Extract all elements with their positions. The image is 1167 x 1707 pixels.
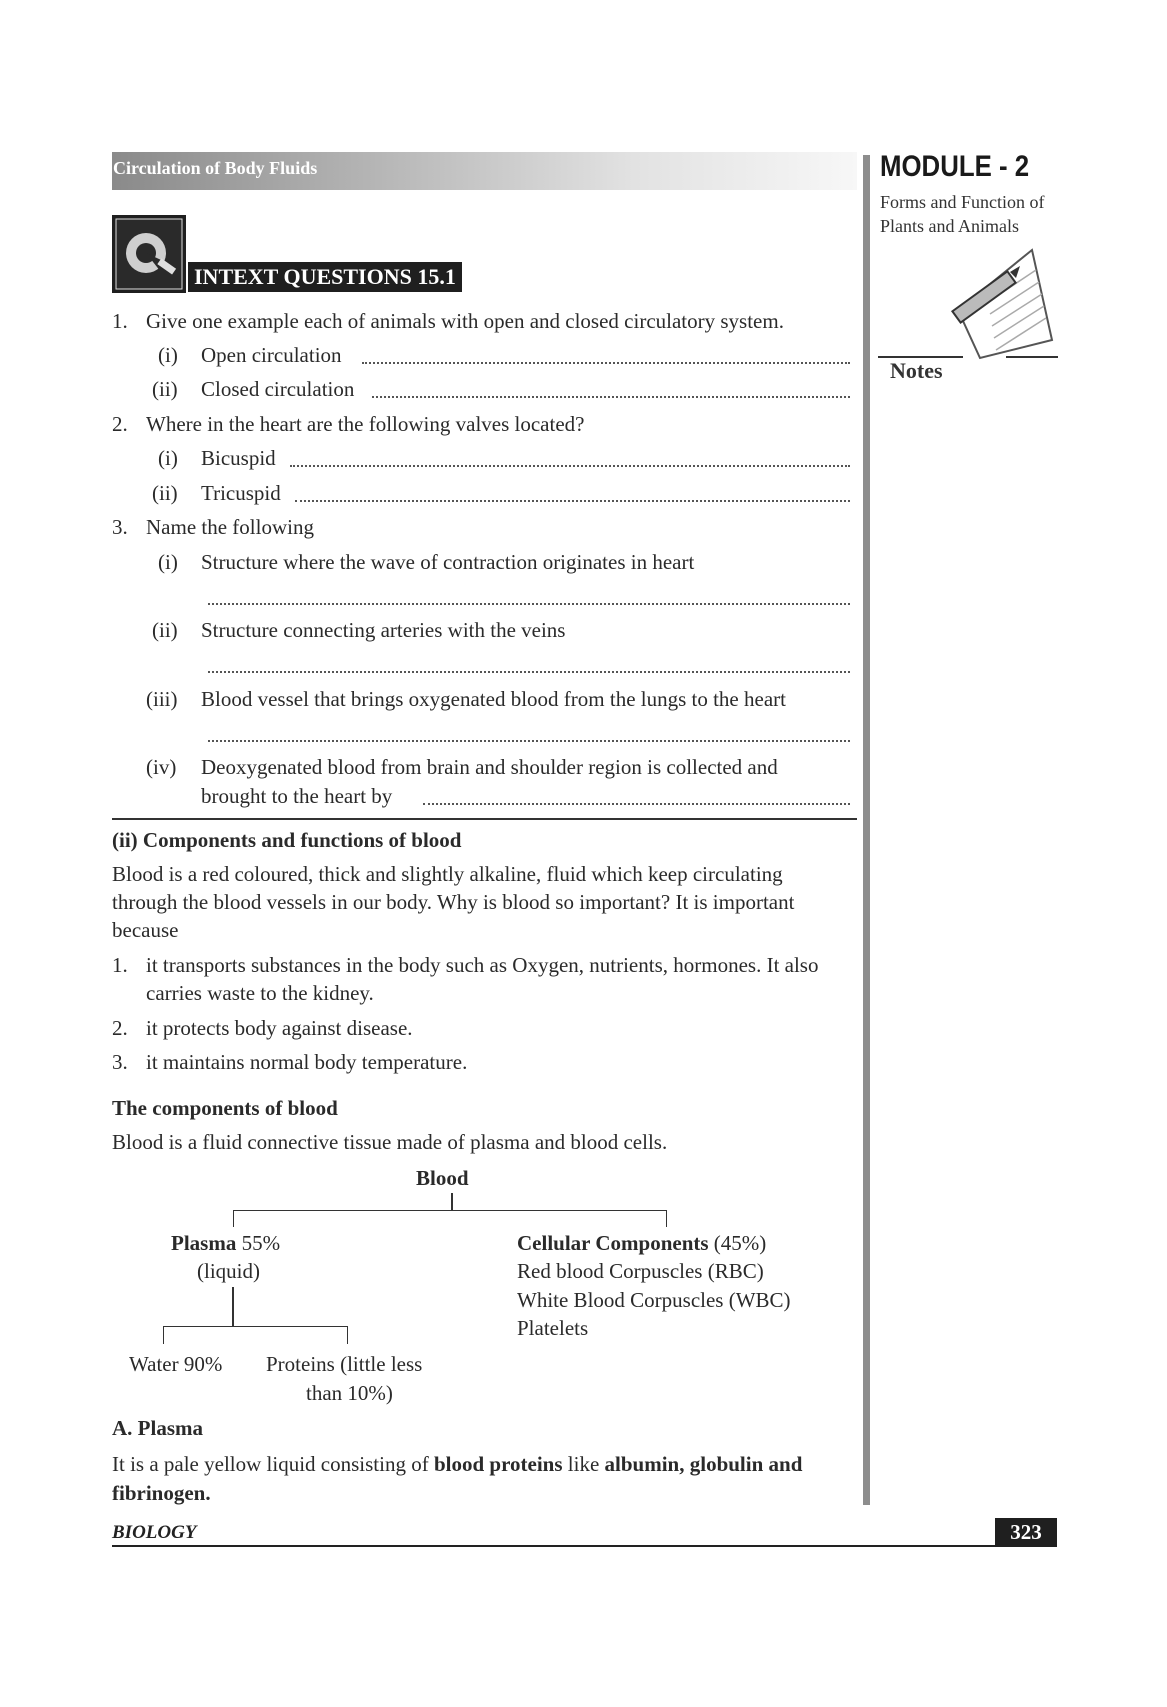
plasma-text-line1 (112, 1450, 802, 1478)
q1-number: 1. (112, 309, 128, 333)
section-para-line1: Blood is a red coloured, thick and slightly alkaline, fluid which keep circulating (112, 862, 783, 886)
list-item-3-line1: it maintains normal body temperature. (146, 1050, 468, 1074)
footer-subject: BIOLOGY (112, 1522, 197, 1543)
plasma-text-a: It is a pale yellow liquid consisting of (112, 1452, 434, 1476)
q1a-answer-line[interactable] (362, 362, 850, 364)
q2a-answer-line[interactable] (290, 465, 850, 467)
tree-proteins-line1: Proteins (little less (266, 1352, 423, 1376)
tree-rbc: Red blood Corpuscles (RBC) (517, 1259, 764, 1283)
q2b-answer-line[interactable] (295, 500, 850, 502)
footer-rule (112, 1545, 997, 1547)
tree-branch-right-drop (666, 1210, 667, 1227)
components-intro: Blood is a fluid connective tissue made of plasma and blood cells. (112, 1130, 668, 1154)
tree-cellular (517, 1229, 766, 1257)
chapter-title: Circulation of Body Fluids (113, 158, 318, 178)
q2-number: 2. (112, 412, 128, 436)
section-heading: (ii) Components and functions of blood (112, 828, 462, 852)
q1a-text: Open circulation (201, 343, 342, 367)
q1b-answer-line[interactable] (372, 396, 850, 398)
list-item-3-number: 3. (112, 1050, 128, 1074)
plasma-text-line2: fibrinogen. (112, 1481, 211, 1505)
intext-icon (112, 215, 186, 293)
tree-root-blood: Blood (416, 1166, 469, 1190)
section-divider (112, 818, 857, 820)
q3b-text: Structure connecting arteries with the veins (201, 618, 566, 642)
components-heading: The components of blood (112, 1096, 338, 1120)
q3b-answer-line[interactable] (208, 671, 850, 673)
q2-text: Where in the heart are the following valves located? (146, 412, 585, 436)
q3d-line1: Deoxygenated blood from brain and shoulder region is collected and (201, 755, 778, 779)
tree-wbc: White Blood Corpuscles (WBC) (517, 1288, 791, 1312)
q1a-number: (i) (158, 343, 178, 367)
plasma-text-blood-proteins: blood proteins (433, 1452, 563, 1476)
q3-number: 3. (112, 515, 128, 539)
q3d-answer-line[interactable] (423, 803, 850, 805)
q3c-answer-line[interactable] (208, 740, 850, 742)
tree-plasma-label: Plasma (171, 1231, 237, 1255)
magnifier-icon (112, 215, 186, 293)
tree-plasma (171, 1229, 280, 1257)
section-para-line2: through the blood vessels in our body. Why is blood so important? It is important (112, 890, 795, 914)
notes-pencil-icon (940, 240, 1060, 370)
module-subtitle (880, 190, 1070, 238)
q1-text: Give one example each of animals with open and closed circulatory system. (146, 309, 784, 333)
plasma-text-proteins-list: albumin, globulin and (604, 1452, 803, 1476)
q3-text: Name the following (146, 515, 314, 539)
tree-plasma-stem (232, 1287, 234, 1327)
tree-proteins-line2: than 10%) (306, 1381, 393, 1405)
list-item-2-line1: it protects body against disease. (146, 1016, 413, 1040)
q1b-number: (ii) (152, 377, 178, 401)
tree-plasma-percent: 55% (236, 1231, 281, 1255)
tree-platelets: Platelets (517, 1316, 589, 1340)
module-subtitle-line1: Forms and Function of (880, 192, 1045, 212)
notes-rule-right (1006, 356, 1058, 358)
list-item-2-number: 2. (112, 1016, 128, 1040)
tree-plasma-branch (163, 1326, 348, 1327)
tree-root-stem (451, 1193, 453, 1211)
plasma-heading: A. Plasma (112, 1416, 203, 1440)
margin-divider (863, 155, 870, 1505)
q3c-text: Blood vessel that brings oxygenated blood from the lungs to the heart (201, 687, 786, 711)
q1b-text: Closed circulation (201, 377, 355, 401)
q3b-number: (ii) (152, 618, 178, 642)
q2b-text: Tricuspid (201, 481, 281, 505)
tree-water: Water 90% (129, 1352, 223, 1376)
list-item-1-line2: carries waste to the kidney. (146, 981, 374, 1005)
tree-branch-left-drop (233, 1210, 234, 1227)
section-para-line3: because (112, 918, 179, 942)
intext-questions-label: INTEXT QUESTIONS 15.1 (188, 262, 462, 292)
module-subtitle-line2: Plants and Animals (880, 216, 1019, 236)
q3a-text: Structure where the wave of contraction originates in heart (201, 550, 695, 574)
q2b-number: (ii) (152, 481, 178, 505)
plasma-text-like: like (562, 1452, 605, 1476)
q3a-answer-line[interactable] (208, 603, 850, 605)
q2a-number: (i) (158, 446, 178, 470)
q3d-line2: brought to the heart by (201, 784, 393, 808)
tree-cellular-label: Cellular Components (517, 1231, 709, 1255)
q3d-number: (iv) (146, 755, 177, 779)
tree-branch-line (233, 1210, 667, 1211)
tree-plasma-right-drop (347, 1326, 348, 1344)
notes-label: Notes (890, 358, 943, 383)
q3c-number: (iii) (146, 687, 178, 711)
module-title: MODULE - 2 (880, 150, 1030, 183)
q3a-number: (i) (158, 550, 178, 574)
tree-cellular-percent: (45%) (708, 1231, 767, 1255)
tree-plasma-left-drop (163, 1326, 164, 1344)
q2a-text: Bicuspid (201, 446, 276, 470)
page-number: 323 (995, 1518, 1057, 1547)
list-item-1-number: 1. (112, 953, 128, 977)
tree-plasma-state: (liquid) (197, 1259, 260, 1283)
list-item-1-line1: it transports substances in the body such as Oxygen, nutrients, hormones. It also (146, 953, 819, 977)
